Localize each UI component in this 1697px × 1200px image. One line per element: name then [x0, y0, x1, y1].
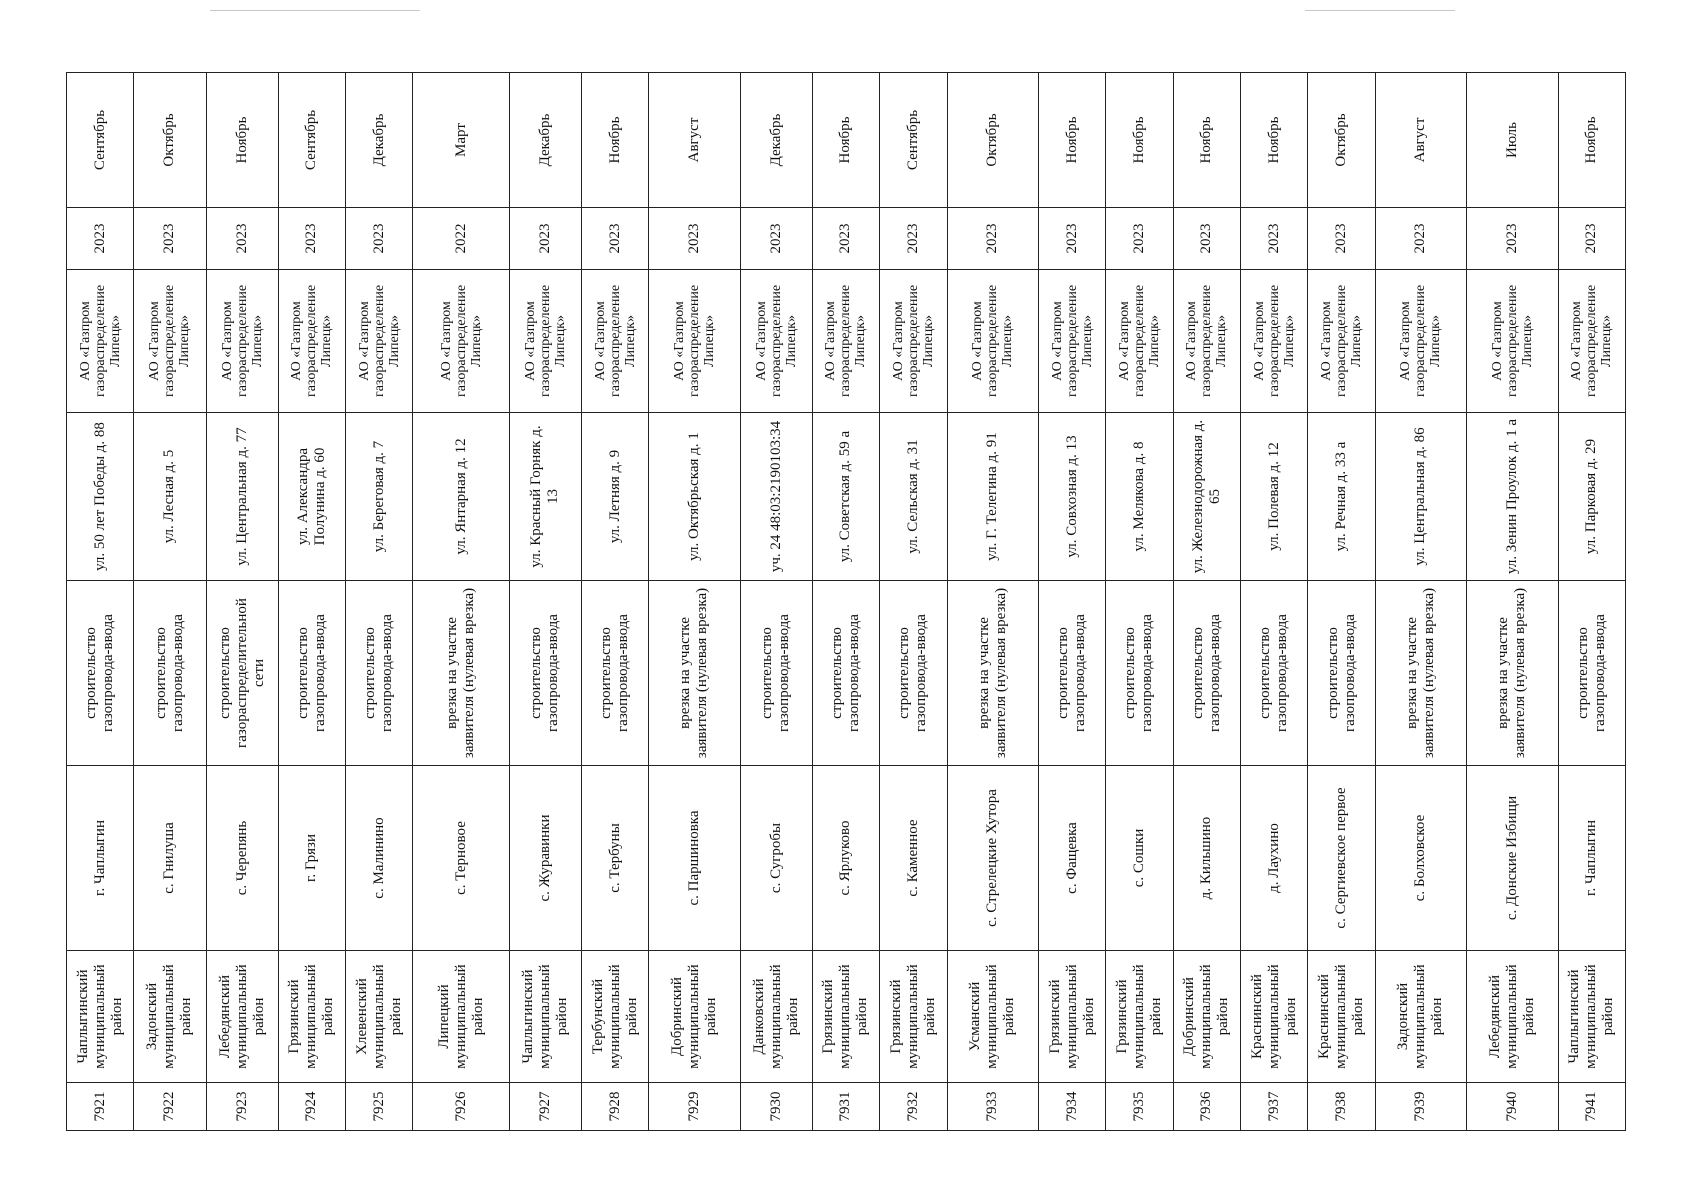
address-cell: ул. Октябрьская д. 1 [649, 413, 740, 581]
month-cell: Август [649, 73, 740, 208]
locality-cell: с. Болховское [1375, 766, 1466, 951]
row-number-cell: 7933 [947, 1083, 1038, 1131]
year-cell: 2023 [1308, 208, 1375, 270]
locality-cell: г. Грязи [278, 766, 345, 951]
scan-edge-mark [1305, 10, 1455, 11]
locality-cell: с. Журавинки [509, 766, 581, 951]
row-number-cell: 7934 [1038, 1083, 1105, 1131]
locality-cell: с. Терновое [413, 766, 509, 951]
work-type-cell: строительство газопровода-ввода [880, 581, 947, 766]
table-row [1173, 73, 1240, 1131]
table-body [67, 73, 1626, 1131]
address-cell: уч. 24 48:03:2190103:34 [740, 413, 812, 581]
address-cell: ул. Береговая д. 7 [346, 413, 413, 581]
scan-edge-mark [210, 10, 420, 11]
address-cell: ул. Г. Телегина д. 91 [947, 413, 1038, 581]
year-cell: 2023 [812, 208, 879, 270]
month-cell: Ноябрь [581, 73, 648, 208]
year-cell: 2023 [1106, 208, 1173, 270]
year-cell: 2023 [1375, 208, 1466, 270]
work-type-cell: строительство газопровода-ввода [812, 581, 879, 766]
row-number-cell: 7936 [1173, 1083, 1240, 1131]
table-row [134, 73, 206, 1131]
district-cell: Чаплыгинский муниципальный район [67, 951, 134, 1083]
table-row [880, 73, 947, 1131]
row-number-cell: 7938 [1308, 1083, 1375, 1131]
work-type-cell: врезка на участке заявителя (нулевая врезка) [649, 581, 740, 766]
address-cell: ул. Речная д. 33 а [1308, 413, 1375, 581]
organization-cell: АО «Газпром газораспределение Липецк» [1308, 270, 1375, 413]
table-row [649, 73, 740, 1131]
district-cell: Добринский муниципальный район [1173, 951, 1240, 1083]
work-type-cell: врезка на участке заявителя (нулевая врезка) [413, 581, 509, 766]
locality-cell: с. Гнилуша [134, 766, 206, 951]
month-cell: Сентябрь [67, 73, 134, 208]
district-cell: Тербунский муниципальный район [581, 951, 648, 1083]
table-row [413, 73, 509, 1131]
organization-cell: АО «Газпром газораспределение Липецк» [649, 270, 740, 413]
work-type-cell: строительство газопровода-ввода [1106, 581, 1173, 766]
work-type-cell: строительство газопровода-ввода [67, 581, 134, 766]
organization-cell: АО «Газпром газораспределение Липецк» [740, 270, 812, 413]
table-row [346, 73, 413, 1131]
month-cell: Декабрь [740, 73, 812, 208]
month-cell: Март [413, 73, 509, 208]
year-cell: 2023 [1173, 208, 1240, 270]
row-number-cell: 7940 [1467, 1083, 1558, 1131]
address-cell: ул. Красный Горняк д. 13 [509, 413, 581, 581]
year-cell: 2023 [1558, 208, 1625, 270]
month-cell: Ноябрь [1173, 73, 1240, 208]
organization-cell: АО «Газпром газораспределение Липецк» [947, 270, 1038, 413]
row-number-cell: 7928 [581, 1083, 648, 1131]
table-row [740, 73, 812, 1131]
table-row [278, 73, 345, 1131]
month-cell: Ноябрь [206, 73, 278, 208]
month-cell: Ноябрь [1558, 73, 1625, 208]
year-cell: 2022 [413, 208, 509, 270]
organization-cell: АО «Газпром газораспределение Липецк» [1173, 270, 1240, 413]
row-number-cell: 7922 [134, 1083, 206, 1131]
year-cell: 2023 [509, 208, 581, 270]
year-cell: 2023 [67, 208, 134, 270]
work-type-cell: строительство газопровода-ввода [278, 581, 345, 766]
row-number-cell: 7930 [740, 1083, 812, 1131]
table-row [1308, 73, 1375, 1131]
locality-cell: с. Малинино [346, 766, 413, 951]
organization-cell: АО «Газпром газораспределение Липецк» [1558, 270, 1625, 413]
organization-cell: АО «Газпром газораспределение Липецк» [812, 270, 879, 413]
table-row [1558, 73, 1625, 1131]
table-row [509, 73, 581, 1131]
district-cell: Грязинский муниципальный район [812, 951, 879, 1083]
organization-cell: АО «Газпром газораспределение Липецк» [880, 270, 947, 413]
district-cell: Усманский муниципальный район [947, 951, 1038, 1083]
locality-cell: д. Кильшино [1173, 766, 1240, 951]
table-row [812, 73, 879, 1131]
address-cell: ул. Сельская д. 31 [880, 413, 947, 581]
year-cell: 2023 [581, 208, 648, 270]
address-cell: ул. Летняя д. 9 [581, 413, 648, 581]
month-cell: Сентябрь [880, 73, 947, 208]
year-cell: 2023 [1038, 208, 1105, 270]
district-cell: Лебедянский муниципальный район [206, 951, 278, 1083]
year-cell: 2023 [947, 208, 1038, 270]
month-cell: Ноябрь [1241, 73, 1308, 208]
locality-cell: с. Паршиновка [649, 766, 740, 951]
organization-cell: АО «Газпром газораспределение Липецк» [278, 270, 345, 413]
district-cell: Грязинский муниципальный район [880, 951, 947, 1083]
table-row [1106, 73, 1173, 1131]
row-number-cell: 7935 [1106, 1083, 1173, 1131]
table-row [947, 73, 1038, 1131]
year-cell: 2023 [1467, 208, 1558, 270]
year-cell: 2023 [649, 208, 740, 270]
organization-cell: АО «Газпром газораспределение Липецк» [1038, 270, 1105, 413]
address-cell: ул. Полевая д. 12 [1241, 413, 1308, 581]
work-type-cell: врезка на участке заявителя (нулевая врезка) [1467, 581, 1558, 766]
year-cell: 2023 [880, 208, 947, 270]
table-row [206, 73, 278, 1131]
row-number-cell: 7939 [1375, 1083, 1466, 1131]
work-type-cell: строительство газопровода-ввода [1241, 581, 1308, 766]
table-row [1038, 73, 1105, 1131]
district-cell: Чаплыгинский муниципальный район [509, 951, 581, 1083]
work-type-cell: строительство газопровода-ввода [134, 581, 206, 766]
work-type-cell: строительство газопровода-ввода [1308, 581, 1375, 766]
district-cell: Задонский муниципальный район [134, 951, 206, 1083]
locality-cell: с. Каменное [880, 766, 947, 951]
work-type-cell: строительство газопровода-ввода [1558, 581, 1625, 766]
year-cell: 2023 [346, 208, 413, 270]
district-cell: Данковский муниципальный район [740, 951, 812, 1083]
address-cell: ул. Парковая д. 29 [1558, 413, 1625, 581]
month-cell: Июль [1467, 73, 1558, 208]
row-number-cell: 7921 [67, 1083, 134, 1131]
organization-cell: АО «Газпром газораспределение Липецк» [1467, 270, 1558, 413]
rotated-page [66, 73, 1626, 1131]
row-number-cell: 7931 [812, 1083, 879, 1131]
district-cell: Чаплыгинский муниципальный район [1558, 951, 1625, 1083]
organization-cell: АО «Газпром газораспределение Липецк» [1241, 270, 1308, 413]
month-cell: Октябрь [947, 73, 1038, 208]
organization-cell: АО «Газпром газораспределение Липецк» [134, 270, 206, 413]
locality-cell: с. Стрелецкие Хутора [947, 766, 1038, 951]
table-row [1375, 73, 1466, 1131]
table-row [581, 73, 648, 1131]
district-cell: Грязинский муниципальный район [278, 951, 345, 1083]
organization-cell: АО «Газпром газораспределение Липецк» [346, 270, 413, 413]
row-number-cell: 7941 [1558, 1083, 1625, 1131]
district-cell: Краснинский муниципальный район [1241, 951, 1308, 1083]
work-type-cell: строительство газопровода-ввода [581, 581, 648, 766]
row-number-cell: 7937 [1241, 1083, 1308, 1131]
work-type-cell: строительство газопровода-ввода [1038, 581, 1105, 766]
month-cell: Ноябрь [1038, 73, 1105, 208]
district-cell: Задонский муниципальный район [1375, 951, 1466, 1083]
locality-cell: г. Чаплыгин [67, 766, 134, 951]
year-cell: 2023 [134, 208, 206, 270]
address-cell: ул. Янтарная д. 12 [413, 413, 509, 581]
row-number-cell: 7925 [346, 1083, 413, 1131]
address-cell: ул. Лесная д. 5 [134, 413, 206, 581]
address-cell: ул. Совхозная д. 13 [1038, 413, 1105, 581]
work-type-cell: врезка на участке заявителя (нулевая врезка) [1375, 581, 1466, 766]
table-row [1241, 73, 1308, 1131]
address-cell: ул. Советская д. 59 а [812, 413, 879, 581]
table-row [67, 73, 134, 1131]
row-number-cell: 7929 [649, 1083, 740, 1131]
organization-cell: АО «Газпром газораспределение Липецк» [581, 270, 648, 413]
locality-cell: с. Фащевка [1038, 766, 1105, 951]
row-number-cell: 7926 [413, 1083, 509, 1131]
work-type-cell: строительство газопровода-ввода [1173, 581, 1240, 766]
locality-cell: с. Тербуны [581, 766, 648, 951]
organization-cell: АО «Газпром газораспределение Липецк» [67, 270, 134, 413]
organization-cell: АО «Газпром газораспределение Липецк» [413, 270, 509, 413]
year-cell: 2023 [278, 208, 345, 270]
locality-cell: с. Сугробы [740, 766, 812, 951]
address-cell: ул. Железнодорожная д. 65 [1173, 413, 1240, 581]
month-cell: Август [1375, 73, 1466, 208]
gas-connection-register-table [66, 72, 1626, 1131]
district-cell: Грязинский муниципальный район [1038, 951, 1105, 1083]
month-cell: Октябрь [134, 73, 206, 208]
organization-cell: АО «Газпром газораспределение Липецк» [206, 270, 278, 413]
locality-cell: д. Лаухино [1241, 766, 1308, 951]
year-cell: 2023 [740, 208, 812, 270]
month-cell: Декабрь [509, 73, 581, 208]
district-cell: Липецкий муниципальный район [413, 951, 509, 1083]
row-number-cell: 7932 [880, 1083, 947, 1131]
district-cell: Хлевенский муниципальный район [346, 951, 413, 1083]
row-number-cell: 7924 [278, 1083, 345, 1131]
locality-cell: с. Ярлуково [812, 766, 879, 951]
organization-cell: АО «Газпром газораспределение Липецк» [1375, 270, 1466, 413]
work-type-cell: строительство газораспределительной сети [206, 581, 278, 766]
address-cell: ул. Мелякова д. 8 [1106, 413, 1173, 581]
address-cell: ул. Александра Полунина д. 60 [278, 413, 345, 581]
district-cell: Лебедянский муниципальный район [1467, 951, 1558, 1083]
work-type-cell: строительство газопровода-ввода [740, 581, 812, 766]
work-type-cell: строительство газопровода-ввода [509, 581, 581, 766]
locality-cell: г. Чаплыгин [1558, 766, 1625, 951]
month-cell: Сентябрь [278, 73, 345, 208]
locality-cell: с. Донские Избищи [1467, 766, 1558, 951]
month-cell: Октябрь [1308, 73, 1375, 208]
district-cell: Краснинский муниципальный район [1308, 951, 1375, 1083]
work-type-cell: строительство газопровода-ввода [346, 581, 413, 766]
locality-cell: с. Сергиевское первое [1308, 766, 1375, 951]
row-number-cell: 7927 [509, 1083, 581, 1131]
month-cell: Ноябрь [812, 73, 879, 208]
work-type-cell: врезка на участке заявителя (нулевая врезка) [947, 581, 1038, 766]
month-cell: Декабрь [346, 73, 413, 208]
district-cell: Добринский муниципальный район [649, 951, 740, 1083]
organization-cell: АО «Газпром газораспределение Липецк» [509, 270, 581, 413]
address-cell: ул. 50 лет Победы д. 88 [67, 413, 134, 581]
address-cell: ул. Центральная д. 77 [206, 413, 278, 581]
row-number-cell: 7923 [206, 1083, 278, 1131]
locality-cell: с. Черепянь [206, 766, 278, 951]
year-cell: 2023 [1241, 208, 1308, 270]
locality-cell: с. Сошки [1106, 766, 1173, 951]
year-cell: 2023 [206, 208, 278, 270]
district-cell: Грязинский муниципальный район [1106, 951, 1173, 1083]
month-cell: Ноябрь [1106, 73, 1173, 208]
organization-cell: АО «Газпром газораспределение Липецк» [1106, 270, 1173, 413]
address-cell: ул. Центральная д. 86 [1375, 413, 1466, 581]
table-row [1467, 73, 1558, 1131]
address-cell: ул. Зенин Проулок д. 1 а [1467, 413, 1558, 581]
